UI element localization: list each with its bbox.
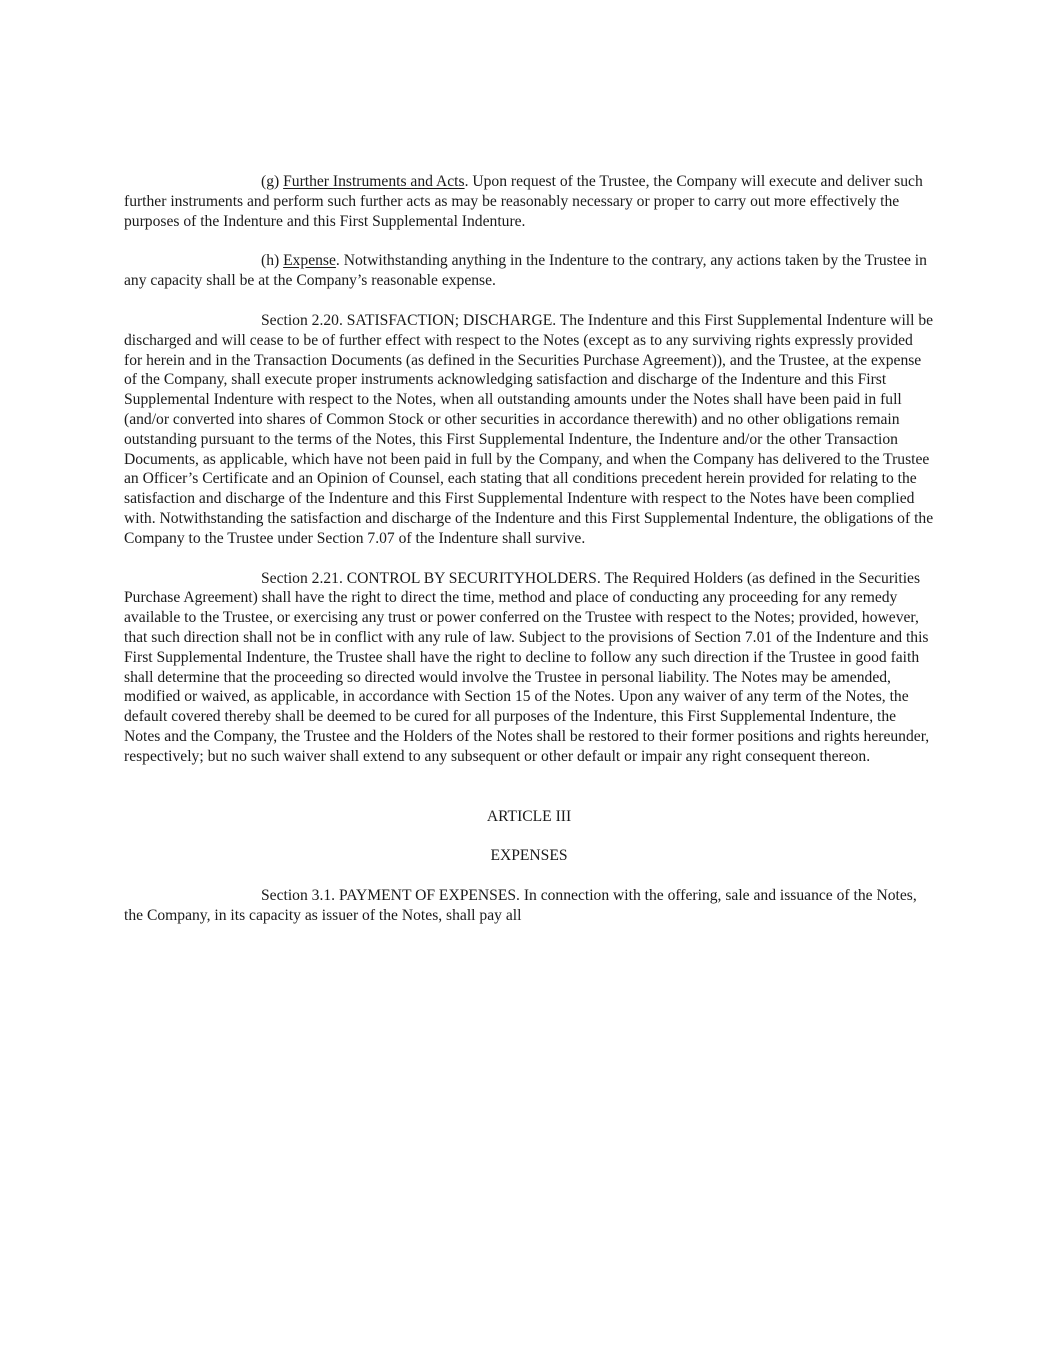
- spacer: [124, 549, 934, 569]
- document-page: [124, 172, 934, 926]
- paragraph-g: [124, 172, 934, 231]
- section-3-1: Section 3.1. PAYMENT OF EXPENSES. In connection with the offering, sale and issuance of the Notes, the Company, in its capacity as issuer of the Notes, shall pay all: [124, 887, 917, 924]
- paragraph-h-title: Expense: [283, 252, 336, 270]
- paragraph-h: [124, 251, 934, 291]
- paragraph-g-prefix: (g): [261, 173, 284, 190]
- paragraph-h-body: . Notwithstanding anything in the Indenture to the contrary, any actions taken by the Trustee in any capacity shall be at the Company’s reasonable expense.: [124, 252, 927, 290]
- spacer: [124, 767, 934, 807]
- section-2-20: Section 2.20. SATISFACTION; DISCHARGE. The Indenture and this First Supplemental Indenture will be discharged and will cease to be of further effect with respect to the Notes (except as to any surviving rights expressly provided for herein and in the Transaction Documents (as defined in the Securities Purchase Agreement)), and the Trustee, at the expense of the Company, shall execute proper instruments acknowledging satisfaction and discharge of the Indenture and this First Supplemental Indenture with respect to the Notes, when all outstanding amounts under the Notes shall have been paid in full (and/or converted into shares of Common Stock or other securities in accordance therewith) and no other obligations remain outstanding pursuant to the terms of the Notes, this First Supplemental Indenture, the Indenture and/or the other Transaction Documents, as applicable, which have not been paid in full by the Company, and when the Company has delivered to the Trustee an Officer’s Certificate and an Opinion of Counsel, each stating that all conditions precedent herein provided for relating to the satisfaction and discharge of the Indenture and this First Supplemental Indenture with respect to the Notes have been complied with. Notwithstanding the satisfaction and discharge of the Indenture and this First Supplemental Indenture, the obligations of the Company to the Trustee under Section 7.07 of the Indenture shall survive.: [124, 311, 934, 547]
- spacer: [124, 231, 934, 251]
- spacer: [124, 866, 934, 886]
- paragraph-h-prefix: (h): [261, 252, 284, 270]
- section-2-21: Section 2.21. CONTROL BY SECURITYHOLDERS. The Required Holders (as defined in the Securities Purchase Agreement) shall have the right to direct the time, method and place of conducting any proceeding for any remedy available to the Trustee, or exercising any trust or power conferred on the Trustee with respect to the Notes; provided, however, that such direction shall not be in conflict with any rule of law. Subject to the provisions of Section 7.01 of the Indenture and this First Supplemental Indenture, the Trustee shall have the right to decline to follow any such direction if the Trustee in good faith shall determine that the proceeding so directed would involve the Trustee in personal liability. The Notes may be amended, modified or waived, as applicable, in accordance with Section 15 of the Notes. Upon any waiver of any term of the Notes, the default covered thereby shall be deemed to be cured for all purposes of the Indenture, this First Supplemental Indenture, the Notes and the Company, the Trustee and the Holders of the Notes shall be restored to their former positions and rights hereunder, respectively; but no such waiver shall extend to any subsequent or other default or impair any right consequent thereon.: [124, 569, 930, 765]
- paragraph-g-title: Further Instruments and Acts: [283, 173, 465, 190]
- article-heading: ARTICLE III: [486, 807, 572, 825]
- paragraph-g-body: . Upon request of the Trustee, the Company will execute and deliver such further instruments and perform such further acts as may be reasonably necessary or proper to carry out more effectively the purposes of the Indenture and this First Supplemental Indenture.: [124, 173, 923, 230]
- spacer: [124, 291, 934, 311]
- article-title: EXPENSES: [490, 847, 568, 865]
- spacer: [124, 826, 934, 846]
